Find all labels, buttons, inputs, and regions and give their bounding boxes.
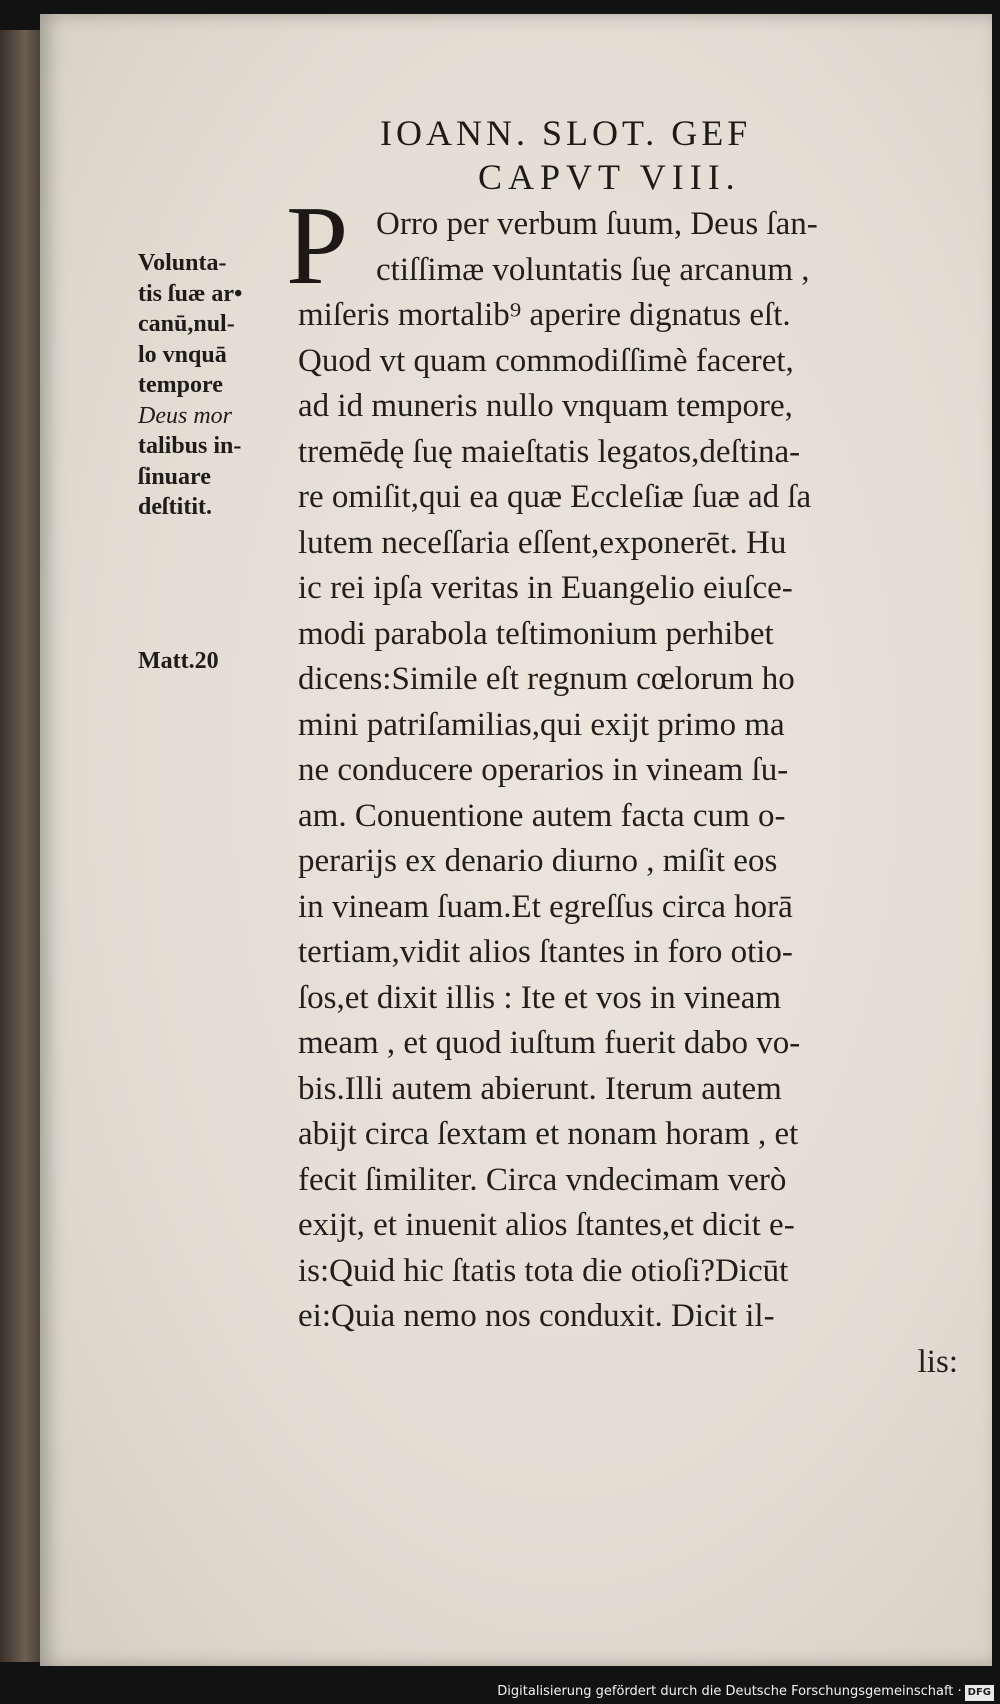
text-line: perarijs ex denario diurno , miſit eos [298, 843, 778, 879]
text-line: Orro per verbum ſuum, Deus ſan- [376, 206, 818, 242]
marginal-note [138, 248, 288, 523]
dfg-logo-badge: DFG [965, 1685, 994, 1701]
text-line: bis.Illi autem abierunt. Iterum autem [298, 1070, 782, 1107]
marginal-line: deſtitit. [138, 494, 212, 520]
marginal-scripture-reference: Matt.20 [138, 648, 219, 674]
text-line: lutem neceſſaria eſſent,exponerēt. Hu [298, 524, 787, 561]
text-line: am. Conuentione autem facta cum o- [298, 797, 786, 834]
text-line: mini patriſamilias,qui exijt primo ma [298, 706, 785, 743]
text-line: ic rei ipſa veritas in Euangelio eiuſce- [298, 570, 793, 606]
marginal-line: tis ſuæ ar• [138, 280, 243, 307]
text-line: dicens:Simile eſt regnum cœlorum ho [298, 661, 795, 697]
text-line: meam , et quod iuſtum fuerit dabo vo- [298, 1025, 801, 1061]
text-line: ſos,et dixit illis : Ite et vos in vineam [298, 979, 782, 1016]
text-line: abijt circa ſextam et nonam horam , et [298, 1116, 799, 1152]
footer-text: Digitalisierung gefördert durch die Deutsche Forschungsgemeinschaft · [497, 1684, 962, 1699]
catchword: lis: [917, 1343, 958, 1380]
text-line: fecit ſimiliter. Circa vndecimam verò [298, 1161, 787, 1198]
text-line: modi parabola teſtimonium perhibet [298, 615, 774, 652]
text-line: is:Quid hic ſtatis tota die otioſi?Dicūt [298, 1252, 789, 1289]
chapter-heading: CAPVT VIII. [478, 157, 741, 197]
marginal-line: canū,nul- [138, 311, 235, 337]
text-line: ne conducere operarios in vineam ſu- [298, 752, 789, 788]
drop-cap: P [286, 184, 349, 308]
text-line: in vineam ſuam.Et egreſſus circa horā [298, 888, 793, 925]
text-line: ctiſſimæ voluntatis ſuę arcanum , [376, 251, 810, 288]
marginal-line: Deus mor [138, 402, 232, 429]
marginal-line: lo vnquā [138, 341, 227, 368]
text-line: tremēdę ſuę maieſtatis legatos,deſtina- [298, 433, 801, 470]
marginal-line: ſinuare [138, 463, 211, 490]
text-line: exijt, et inuenit alios ſtantes,et dicit e- [298, 1207, 795, 1243]
text-line: miſeris mortalib⁹ aperire dignatus eſt. [298, 297, 791, 333]
text-line: ei:Quia nemo nos conduxit. Dicit il- [298, 1298, 775, 1334]
text-line: tertiam,vidit alios ſtantes in foro otio- [298, 934, 793, 970]
running-head: IOANN. SLOT. GEF [380, 113, 752, 153]
body-text [298, 202, 958, 1385]
marginal-line: tempore [138, 372, 223, 398]
marginal-line: Volunta- [138, 250, 227, 276]
text-line: re omiſit,qui ea quæ Eccleſiæ ſuæ ad ſa [298, 479, 812, 515]
marginal-line: talibus in- [138, 433, 242, 459]
text-line: ad id muneris nullo vnquam tempore, [298, 388, 793, 424]
text-line: Quod vt quam commodiſſimè faceret, [298, 342, 794, 379]
digitization-footer [0, 1680, 994, 1704]
